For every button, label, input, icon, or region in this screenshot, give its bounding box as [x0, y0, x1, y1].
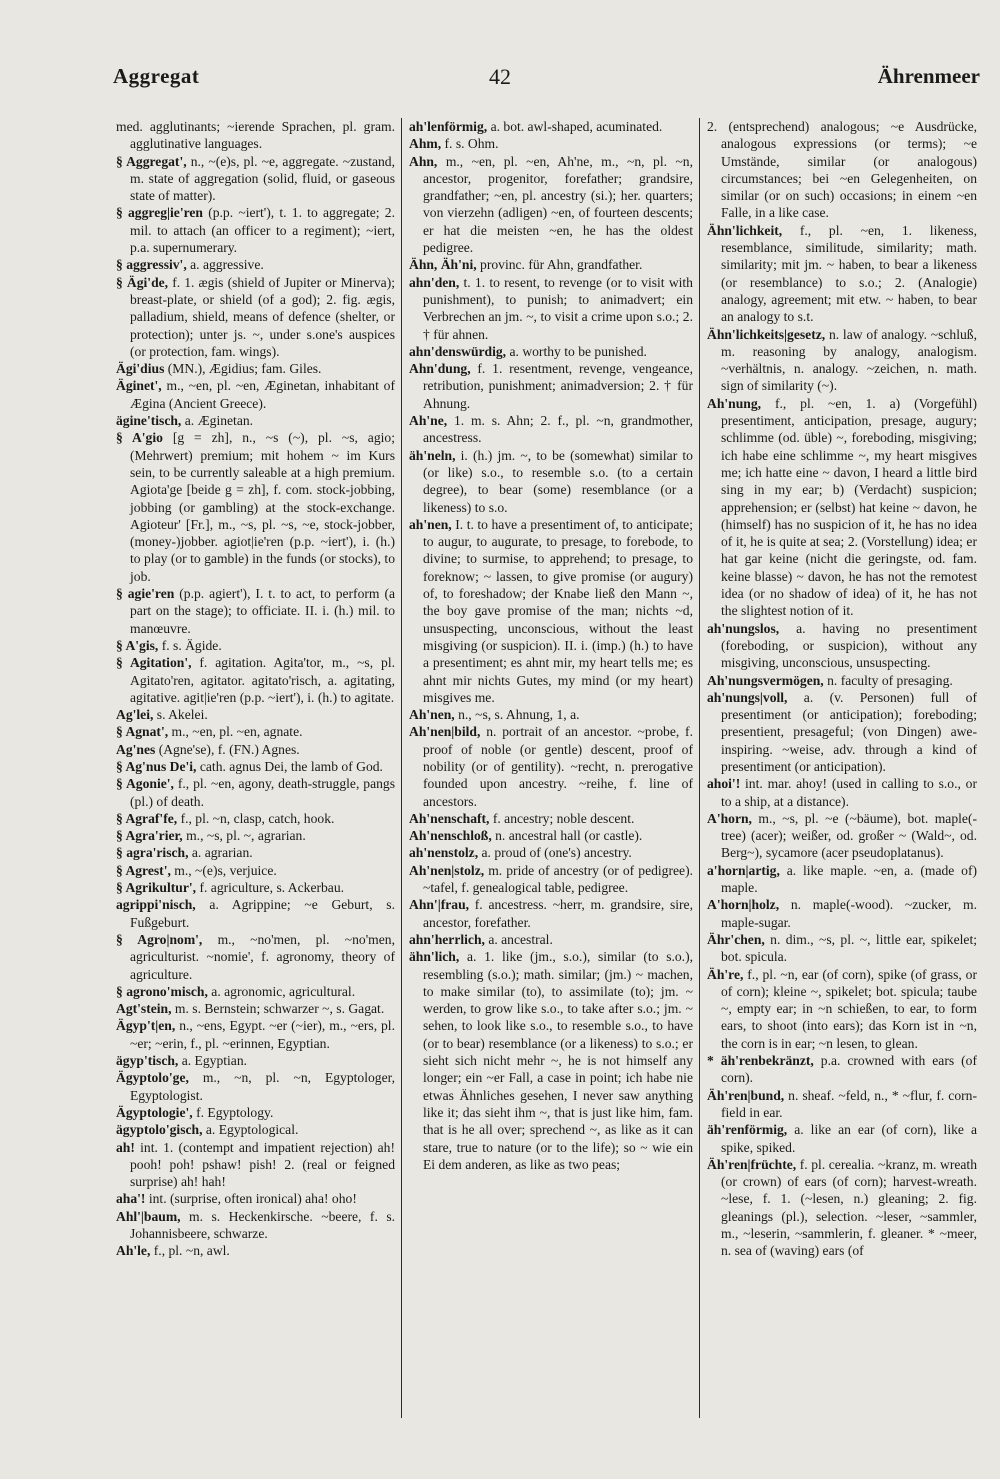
dictionary-entry [707, 966, 977, 1052]
headword: Ah'nen|stolz, [409, 862, 489, 878]
dictionary-entry [116, 153, 395, 205]
dictionary-entry [116, 1017, 395, 1052]
headword: Ag'lei, [116, 707, 157, 723]
headword: Ägi'dius [116, 361, 168, 377]
dictionary-entry [116, 775, 395, 810]
dictionary-entry [409, 118, 693, 135]
headword: Ah'nen|bild, [409, 724, 487, 740]
headword: * äh'renbekränzt, [707, 1053, 821, 1069]
entry-text: a. bot. awl-shaped, acuminated. [490, 119, 663, 134]
dictionary-entry [707, 395, 977, 620]
headword: Ah'nungsvermögen, [707, 672, 828, 688]
dictionary-entry [707, 810, 977, 862]
headword: § Agitation', [116, 655, 200, 671]
entry-text: a. agrarian. [191, 845, 253, 861]
entry-text: f., pl. ~en, 1. a) (Vorgefühl) presentiment, anticipation, presage, augury; schlimme (od. üble) ~, foreboding, misgiving; ich habe eine schlimme ~, my heart misgives me; ich hatte eine ~ davon, I heard a little bird sing in my ear; b) (Verdacht) suspicion; apprehension; er (selbst) hat keine ~ davon, he (himself) has no suspicion of it, he has no idea of it, he is quite at sea; 2. (Vorstellung) idea; er hat gar keine (nicht die geringste, od. fam. keine blasse) ~ davon, he has not the remotest idea (or no shadow of idea) of it, he has not the slightest notion of it. [721, 395, 977, 619]
dictionary-entry [116, 360, 395, 377]
dictionary-entry [116, 879, 395, 896]
entry-text: (p.p. agiert'), I. t. to act, to perform (a part on the stage); to officiate. II. i. (h.) mil. to manœuvre. [130, 586, 395, 636]
entry-text: f. pl. cerealia. ~kranz, m. wreath (or crown) of ears (of corn); harvest-wreath. ~lese, f. 1. (~lesen, n.) gleaning; 2. fig. gleanings (pl.), selection. ~leser, ~sammler, m., ~leserin, ~sammlerin, f. gleaner. * ~meer, n. sea of (waving) ears (of [721, 1156, 977, 1259]
headword: § agrono'misch, [116, 983, 212, 999]
column-middle [409, 118, 693, 1418]
dictionary-entry [707, 1156, 977, 1260]
entry-text: f., pl. ~n, ear (of corn), spike (of grass, or of corn); kleine ~, spikelet; bot. spicula; taube ~, empty ear; in ~n schießen, to ear, to form ears, to shoot (into ears); das Korn ist in ~n, the corn is in ear; ~n lesen, to glean. [721, 966, 977, 1051]
headword: a'horn|artig, [707, 862, 787, 878]
dictionary-entry [707, 775, 977, 810]
entry-text: n. portrait of an ancestor. ~probe, f. proof of noble (or gentle) descent, proof of nobility (or of gentility). ~recht, n. prerogative founded upon ancestry. ~reihe, f. line of ancestors. [423, 724, 693, 809]
dictionary-entry [116, 844, 395, 861]
dictionary-entry [409, 948, 693, 1173]
dictionary-entry [707, 931, 977, 966]
dictionary-entry [116, 810, 395, 827]
dictionary-entry [116, 931, 395, 983]
entry-text: f. s. Ägide. [161, 637, 222, 653]
entry-text: [g = zh], n., ~s (~), pl. ~s, agio; (Mehrwert) premium; mit hohem ~ im Kurs sein, to be currently saleable at a high premium. Agiota'ge [beide g = zh], f. com. stock-jobbing, jobbing (or gambling) at the stock-exchange. Agioteur' [Fr.], m., ~s, pl. ~s, ~e, stock-jobber, (money-)jobber. agiot|ie'ren (p.p. ~iert'), i. (h.) to play (or to gamble) in the funds (or stocks), to job. [130, 430, 395, 584]
headword: A'horn, [707, 810, 759, 826]
entry-text: int. (surprise, often ironical) aha! oho! [148, 1191, 357, 1207]
header-last-word: Ährenmeer [877, 64, 980, 88]
headword: ah'lenförmig, [409, 119, 491, 134]
headword: A'horn|holz, [707, 897, 791, 913]
entry-text: m., ~(e)s, verjuice. [174, 862, 277, 878]
dictionary-entry [409, 810, 693, 827]
headword: ähn'lich, [409, 949, 467, 965]
dictionary-entry [707, 1087, 977, 1122]
headword: Ahn, [409, 153, 446, 169]
entry-text: p.a. crowned with ears (of corn). [721, 1053, 977, 1086]
headword: Ah'nenschloß, [409, 828, 496, 844]
dictionary-entry [409, 723, 693, 809]
headword: Ähn'lichkeit, [707, 222, 800, 238]
entry-text: a. aggressive. [190, 257, 264, 273]
dictionary-entry [409, 706, 693, 723]
headword: Ag'nes [116, 741, 159, 757]
entry-text: f. Egyptology. [196, 1104, 274, 1120]
entry-text: n. ancestral hall (or castle). [495, 828, 643, 844]
entry-text: a. Egyptological. [205, 1122, 299, 1138]
headword: § Agonie', [116, 776, 178, 792]
headword: ahoi'! [707, 776, 746, 792]
entry-text: m. pride of ancestry (or of pedigree). ~tafel, f. genealogical table, pedigree. [423, 862, 693, 896]
headword: ahn'den, [409, 274, 464, 290]
headword: Ahn'|frau, [409, 897, 475, 913]
dictionary-entry [116, 274, 395, 360]
headword: § aggreg|ie'ren [116, 205, 209, 221]
headword: Äh're, [707, 966, 748, 982]
dictionary-entry [409, 931, 693, 948]
entry-text: a. like maple. ~en, a. (made of) maple. [721, 862, 977, 896]
entry-text: m., ~en, pl. ~en, agnate. [171, 724, 303, 740]
dictionary-entry [707, 118, 977, 222]
entry-text: a. 1. like (jm., s.o.), similar (to s.o.), resembling (s.o.); math. similar; (jm.) ~ machen, to make similar (to), to assimilate (to); jm. ~ werden, to grow like s.o., to take after s.o.; jm. ~ sehen, to look like s.o., to resemble s.o., to have (or to bear) resemblance (or a likeness) to s.o.; er sieht sich nicht mehr ~, he is not himself any longer; ein ~er Fall, a case in point; ich habe nie etwas Ähnliches gesehen, I never saw anything like it; das sieht ihm ~, that is just like him, fam. that is he all over; sprechend ~, as like as it can stare, true to nature (or to the life); so ~ wie ein Ei dem anderen, as like as two peas; [423, 949, 693, 1172]
headword: Ahn'dung, [409, 361, 478, 377]
headword: ahn'herrlich, [409, 931, 489, 947]
headword: Ah'nenschaft, [409, 810, 493, 826]
headword: ägyptolo'gisch, [116, 1122, 206, 1138]
entry-text: f. agriculture, s. Ackerbau. [199, 880, 345, 896]
dictionary-entry [409, 827, 693, 844]
dictionary-entry [116, 118, 395, 153]
dictionary-entry [116, 204, 395, 256]
headword: Ah'le, [116, 1243, 154, 1259]
dictionary-entry [707, 222, 977, 326]
entry-text: med. agglutinants; ~ierende Sprachen, pl. gram. agglutinative languages. [116, 119, 395, 152]
headword: ah'nungs|voll, [707, 689, 804, 705]
entry-text: f. 1. ægis (shield of Jupiter or Minerva); breast-plate, or shield (of a god); 2. fig. ægis, palladium, shield, means of defence (shelter, or protection); unter js. ~, under s.one's auspices (or protection, fam. wings). [130, 274, 395, 359]
entry-text: m., ~n, pl. ~n, Egyptologer, Egyptologist. [130, 1070, 395, 1103]
entry-text: n. sheaf. ~feld, n., * ~flur, f. corn-field in ear. [721, 1087, 977, 1120]
entry-text: m. s. Heckenkirsche. ~beere, f. s. Johannisbeere, schwarze. [130, 1208, 395, 1241]
dictionary-entry [116, 1208, 395, 1243]
entry-text: int. mar. ahoy! (used in calling to s.o., or to a ship, at a distance). [721, 776, 977, 809]
entry-text: m., ~no'men, pl. ~no'men, agriculturist. ~nomie', f. agronomy, theory of agriculture. [130, 931, 395, 982]
headword: agrippi'nisch, [116, 897, 210, 913]
headword: § A'gis, [116, 637, 162, 653]
entry-text: f., pl. ~en, 1. likeness, resemblance, similitude, similarity; math. similarity; mit jm. ~ haben, to bear a likeness (or resemblance) to s.o.; 2. (Analogie) analogy, agreement; mit etw. ~ haben, to bear an analogy to s.t. [721, 222, 977, 325]
entry-text: a. ancestral. [488, 931, 553, 947]
headword: Ähn, Äh'ni, [409, 257, 481, 273]
headword: äh'neln, [409, 447, 461, 463]
headword: Ah'nung, [707, 395, 775, 411]
dictionary-entry [707, 1121, 977, 1156]
headword: § Agraf'fe, [116, 810, 181, 826]
headword: ägine'tisch, [116, 413, 185, 429]
headword: Ägyptologie', [116, 1104, 197, 1120]
dictionary-entry [116, 1121, 395, 1138]
headword: § Agnat', [116, 724, 172, 740]
headword: Ägyp't|en, [116, 1018, 180, 1034]
entry-text: (Agne'se), f. (FN.) Agnes. [158, 741, 300, 757]
headword: ägyp'tisch, [116, 1053, 182, 1069]
entry-text: (MN.), Ægidius; fam. Giles. [167, 361, 322, 377]
headword: Ah'nen, [409, 707, 459, 723]
entry-text: a. having no presentiment (foreboding, or suspicion), without any misgiving, unconscious, unsuspecting. [721, 620, 977, 671]
dictionary-entry [116, 758, 395, 775]
headword: § aggressiv', [116, 257, 191, 273]
entry-text: a. Agrippine; ~e Geburt, s. Fußgeburt. [130, 897, 395, 930]
entry-text: a. worthy to be punished. [509, 343, 647, 359]
headword: Ahl'|baum, [116, 1208, 190, 1224]
entry-text: int. 1. (contempt and impatient rejection) ah! pooh! poh! pshaw! pish! 2. (real or feigned surprise) ah! hah! [130, 1139, 395, 1190]
page-number: 42 [489, 64, 511, 89]
entry-text: f. agitation. Agita'tor, m., ~s, pl. Agitato'ren, agitator. agitato'risch, a. agitating, agitative. agit|ie'ren (p.p. ~iert'), i. (h.) to agitate. [130, 655, 395, 705]
entry-text: a. like an ear (of corn), like a spike, spiked. [721, 1122, 977, 1155]
dictionary-entry [409, 412, 693, 447]
header-first-word: Aggregat [113, 64, 200, 88]
dictionary-entry [116, 637, 395, 654]
dictionary-entry [409, 256, 693, 273]
dictionary-entry [409, 274, 693, 343]
entry-text: f. s. Ohm. [444, 136, 499, 152]
dictionary-entry [409, 516, 693, 706]
entry-text: I. t. to have a presentiment of, to anticipate; to augur, to augurate, to presage, to forebode, to divine; to surmise, to apprehend; to presage, to foreknow; ~ lassen, to give promise (or augury) of, to foreshadow; der Knabe ließ den Mann ~, the boy gave promise of the man; nichts ~d, unsuspecting, unconscious, without the least misgiving (or suspicion). II. i. (imp.) (h.) to have a presentiment; es ahnt mir, my heart tells me; es ahnt mir nichts Gutes, my mind (or my heart) misgives me. [423, 516, 693, 705]
entry-text: m., ~s, pl. ~e (~bäume), bot. maple(-tree) (acer); weißer, od. großer ~ (Wald~, od. Berg~), sycamore (acer pseudoplatanus). [721, 810, 977, 861]
dictionary-entry [116, 1052, 395, 1069]
entry-text: m., ~en, pl. ~en, Æginetan, inhabitant of Ægina (Ancient Greece). [130, 378, 395, 411]
entry-text: 1. m. s. Ahn; 2. f., pl. ~n, grandmother, ancestress. [423, 413, 693, 446]
entry-text: n. law of analogy. ~schluß, m. reasoning by analogy, analogism. ~verhältnis, n. analogy. ~zeichen, n. math. sign of similarity (~). [721, 326, 977, 394]
headword: § Agra'rier, [116, 828, 187, 844]
dictionary-entry [116, 377, 395, 412]
dictionary-entry [116, 585, 395, 637]
dictionary-entry [116, 1000, 395, 1017]
headword: § Aggregat', [116, 153, 191, 169]
dictionary-entry [707, 862, 977, 897]
dictionary-entry [409, 360, 693, 412]
entry-text: n., ~(e)s, pl. ~e, aggregate. ~zustand, m. state of aggregation (solid, fluid, or gaseous state of matter). [130, 153, 395, 204]
dictionary-entry [116, 706, 395, 723]
entry-text: a. Egyptian. [181, 1053, 248, 1069]
entry-text: s. Akelei. [156, 707, 208, 723]
headword: ah'nen, [409, 516, 456, 532]
headword: ah'nungslos, [707, 620, 797, 636]
dictionary-entry [707, 620, 977, 672]
entry-text: a. agronomic, agricultural. [211, 983, 356, 999]
entry-text: m., ~en, pl. ~en, Ah'ne, m., ~n, pl. ~n, ancestor, progenitor, forefather; grandsire, grandfather; ~en, pl. ancestry (si.); her. quarters; von vierzehn (adligen) ~en, of fourteen descents; er hat die meisten ~en, he has the oldest pedigree. [423, 153, 693, 256]
entry-text: f., pl. ~en, agony, death-struggle, pangs (pl.) of death. [130, 776, 395, 809]
entry-text: a. Æginetan. [184, 413, 254, 429]
dictionary-entry [409, 844, 693, 861]
column-divider [699, 118, 700, 1418]
entry-text: t. 1. to resent, to revenge (or to visit with punishment), to punish; to animadvert; ein Verbrechen an jm. ~, to visit a crime upon s.o.; 2. † für ahnen. [423, 274, 693, 342]
dictionary-entry [116, 723, 395, 740]
headword: ahn'denswürdig, [409, 343, 510, 359]
dictionary-entry [707, 896, 977, 931]
dictionary-entry [707, 672, 977, 689]
headword: § Ag'nus De'i, [116, 758, 200, 774]
headword: Äginet', [116, 378, 167, 394]
dictionary-entry [116, 429, 395, 585]
headword: § Agrikultur', [116, 880, 200, 896]
dictionary-entry [409, 343, 693, 360]
headword: Äh'ren|bund, [707, 1087, 789, 1103]
headword: ah'nenstolz, [409, 845, 482, 861]
entry-text: 2. (entsprechend) analogous; ~e Ausdrücke, analogous expressions (or terms); ~e Umstände, similar (or analogous) circumstances; bei ~en Gelegenheiten, on similar (or on such) occasions; in einem ~en Falle, in a like case. [707, 119, 977, 221]
entry-text: i. (h.) jm. ~, to be (somewhat) similar to (or like) s.o., to resemble s.o. (to a certain degree), to bear (some) resemblance (or a likeness) to s.o. [423, 447, 693, 515]
headword: äh'renförmig, [707, 1122, 795, 1138]
headword: Ahm, [409, 136, 445, 152]
entry-text: a. proud of (one's) ancestry. [481, 845, 632, 861]
dictionary-entry [116, 741, 395, 758]
headword: § Agro|nom', [116, 931, 218, 947]
headword: Ägyptolo'ge, [116, 1070, 203, 1086]
entry-text: n. faculty of presaging. [827, 672, 953, 688]
dictionary-entry [707, 1052, 977, 1087]
dictionary-entry [707, 326, 977, 395]
dictionary-entry [116, 896, 395, 931]
entry-text: f. 1. resentment, revenge, vengeance, retribution, punishment; animadversion; 2. † für Ahnung. [423, 361, 693, 411]
headword: § Ägi'de, [116, 274, 173, 290]
entry-text: f. ancestry; noble descent. [492, 810, 635, 826]
dictionary-entry [116, 1190, 395, 1207]
column-right [707, 118, 977, 1418]
headword: Ah'ne, [409, 413, 454, 429]
entry-text: n., ~ens, Egypt. ~er (~ier), m., ~ers, pl. ~er; ~erin, f., pl. ~erinnen, Egyptian. [130, 1018, 395, 1051]
headword: aha'! [116, 1191, 149, 1207]
dictionary-entry [409, 135, 693, 152]
dictionary-entry [116, 983, 395, 1000]
entry-text: m., ~s, pl. ~, agrarian. [186, 828, 306, 844]
dictionary-entry [116, 654, 395, 706]
dictionary-entry [409, 153, 693, 257]
entry-text: n. dim., ~s, pl. ~, little ear, spikelet; bot. spicula. [721, 931, 977, 965]
entry-text: n. maple(-wood). ~zucker, m. maple-sugar. [721, 897, 977, 930]
dictionary-entry [409, 896, 693, 931]
entry-text: a. (v. Personen) full of presentiment (or anticipation); foreboding; presentient, presageful; (von Dingen) awe-inspiring. ~weise, adv. through a kind of presentiment (or anticipation). [721, 689, 977, 774]
headword: Ähn'lichkeits|gesetz, [707, 326, 829, 342]
dictionary-entry [116, 1242, 395, 1259]
dictionary-entry [116, 1139, 395, 1191]
headword: Äh'ren|früchte, [707, 1156, 800, 1172]
dictionary-entry [116, 862, 395, 879]
entry-text: provinc. für Ahn, grandfather. [480, 257, 643, 273]
headword: Ähr'chen, [707, 931, 771, 947]
entry-text: f., pl. ~n, clasp, catch, hook. [180, 810, 335, 826]
entry-text: f. ancestress. ~herr, m. grandsire, sire, ancestor, forefather. [423, 897, 693, 930]
headword: Agt'stein, [116, 1001, 175, 1017]
entry-text: cath. agnus Dei, the lamb of God. [199, 758, 383, 774]
page-header [0, 64, 1000, 104]
dictionary-entry [707, 689, 977, 775]
dictionary-entry [116, 256, 395, 273]
dictionary-entry [116, 412, 395, 429]
headword: ah! [116, 1139, 141, 1155]
dictionary-entry [116, 1104, 395, 1121]
entry-text: n., ~s, s. Ahnung, 1, a. [458, 707, 580, 723]
entry-text: m. s. Bernstein; schwarzer ~, s. Gagat. [174, 1001, 385, 1017]
dictionary-entry [116, 1069, 395, 1104]
headword: § agra'risch, [116, 845, 192, 861]
headword: § Agrest', [116, 862, 175, 878]
column-left [116, 118, 395, 1418]
dictionary-entry [409, 447, 693, 516]
dictionary-entry [409, 862, 693, 897]
headword: § A'gio [116, 430, 173, 446]
entry-text: (p.p. ~iert'), t. 1. to aggregate; 2. mil. to attach (an officer to a regiment); ~iert, p.a. supernumerary. [130, 205, 395, 256]
entry-text: f., pl. ~n, awl. [153, 1243, 230, 1259]
column-divider [401, 118, 402, 1418]
headword: § agie'ren [116, 586, 180, 602]
dictionary-entry [116, 827, 395, 844]
